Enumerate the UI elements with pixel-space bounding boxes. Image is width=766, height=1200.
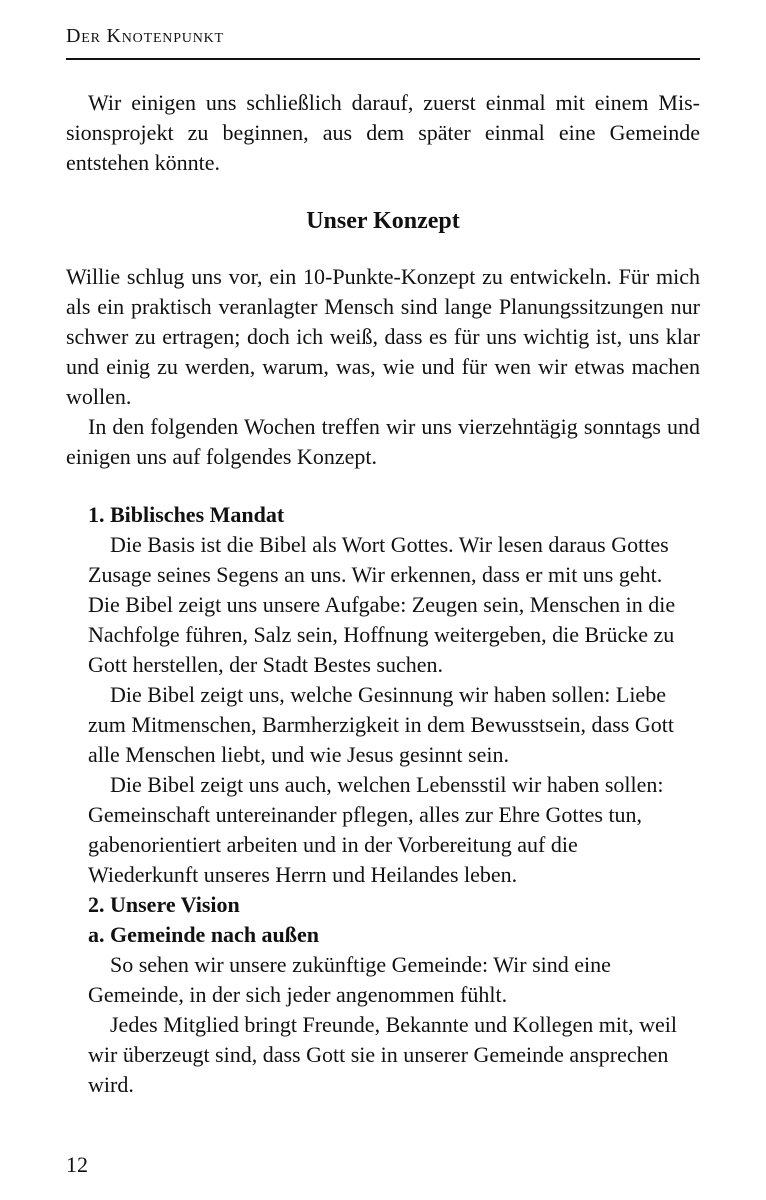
item-1-paragraph-2: Die Bibel zeigt uns, welche Gesinnung wir haben sollen: Liebe zum Mitmenschen, Barmherzigkeit in dem Bewusstsein, dass Gott alle Menschen liebt, und wie Jesus gesinnt sein.: [88, 682, 674, 767]
item-1-paragraph-3: Die Bibel zeigt uns auch, welchen Lebensstil wir haben sollen: Gemeinschaft untereinander pflegen, alles zur Ehre Gottes tun, gabenorientiert arbeiten und in der Vorbereitung auf die Wiederkunft unseres Herrn und Heilandes leben.: [88, 772, 664, 887]
item-1-heading: 1. Biblisches Mandat: [88, 502, 285, 527]
concept-list: [66, 500, 678, 1100]
intro-paragraph: Wir einigen uns schließlich darauf, zuerst einmal mit einem Missionsprojekt zu beginnen, aus dem später einmal eine Gemeinde entstehen könnte.: [66, 90, 700, 175]
item-1-paragraph-1: Die Basis ist die Bibel als Wort Gottes. Wir lesen daraus Gottes Zusage seines Segens an uns. Wir erkennen, dass er mit uns geht. Die Bibel zeigt uns unsere Aufgabe: Zeugen sein, Menschen in die Nachfolge führen, Salz sein, Hoffnung weitergeben, die Brücke zu Gott herstellen, der Stadt Bestes suchen.: [88, 532, 676, 677]
section-paragraph-1: Willie schlug uns vor, ein 10-Punkte-Konzept zu entwickeln. Für mich als ein praktisch veranlagter Mensch sind lange Planungssitzungen nur schwer zu ertragen; doch ich weiß, dass es für uns wichtig ist, uns klar und einig zu werden, warum, was, wie und für wen wir etwas machen wollen.: [66, 264, 700, 409]
body-text: [66, 88, 700, 1100]
section-heading: Unser Konzept: [306, 208, 460, 234]
section-paragraph-2: In den folgenden Wochen treffen wir uns vierzehntägig sonntags und einigen uns auf folgendes Konzept.: [66, 414, 700, 469]
header-rule: [66, 58, 700, 60]
item-2a-paragraph-2: Jedes Mitglied bringt Freunde, Bekannte und Kollegen mit, weil wir überzeugt sind, dass Gott sie in unserer Gemeinde ansprechen wird.: [88, 1012, 678, 1097]
running-head: Der Knotenpunkt: [66, 25, 224, 47]
page-number: 12: [66, 1152, 88, 1177]
item-2a-paragraph-1: So sehen wir unsere zukünftige Gemeinde: Wir sind eine Gemeinde, in der sich jeder angenommen fühlt.: [88, 952, 611, 1007]
item-2a-heading: a. Gemeinde nach außen: [88, 922, 320, 947]
item-2-heading: 2. Unsere Vision: [88, 892, 240, 917]
